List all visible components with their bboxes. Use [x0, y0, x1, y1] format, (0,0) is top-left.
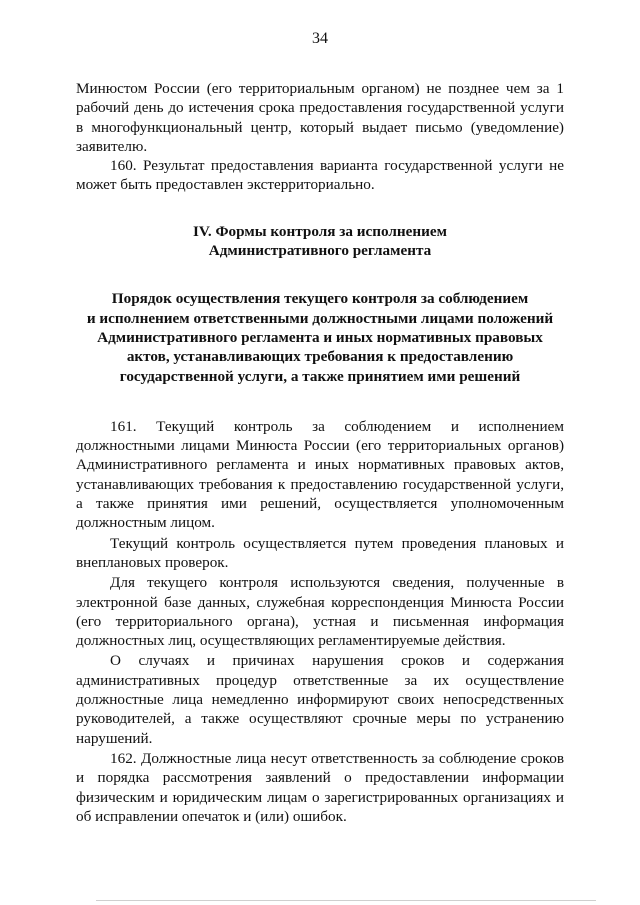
section-title [76, 222, 564, 261]
subsection-title-line: Порядок осуществления текущего контроля за соблюдением [111, 290, 529, 308]
paragraph-control-sources: Для текущего контроля используются сведения, полученные в электронной базе данных, служебная корреспонденция Минюста России (его территориального органа), устная и письменная информация должностных лиц, осуществляющих регламентируемые действия. [76, 574, 564, 650]
page-number: 34 [312, 30, 328, 47]
paragraph-161: 161. Текущий контроль за соблюдением и исполнением должностными лицами Минюста России (его территориальных органов) Административного регламента и иных нормативных правовых актов, устанавливающих требования к предоставлению государственной услуги, а также принятия ими решений, осуществляется уполномоченным должностным лицом. [76, 417, 564, 532]
paragraph-162: 162. Должностные лица несут ответственность за соблюдение сроков и порядка рассмотрения заявлений о предоставлении информации физическим и юридическим лицам о зарегистрированных организациях и об исправлении опечаток и (или) ошибок. [76, 749, 564, 825]
paragraph-160: 160. Результат предоставления варианта государственной услуги не может быть предоставлен экстерриториально. [76, 157, 564, 194]
section-title-line: Административного регламента [208, 242, 432, 260]
subsection-title [76, 289, 564, 385]
subsection-title-line: и исполнением ответственными должностными лицами положений [86, 309, 554, 327]
paragraph-continuation: Минюстом России (его территориальным органом) не позднее чем за 1 рабочий день до истечения срока предоставления государственной услуги в многофункциональный центр, который выдает письмо (уведомление) заявителю. [76, 80, 564, 155]
paragraph-current-control: Текущий контроль осуществляется путем проведения плановых и внеплановых проверок. [76, 534, 564, 571]
scan-edge-divider [96, 900, 596, 901]
subsection-title-line: государственной услуги, а также принятием ими решений [119, 367, 521, 385]
subsection-title-line: Административного регламента и иных нормативных правовых [97, 328, 543, 346]
section-title-line: IV. Формы контроля за исполнением [192, 222, 447, 240]
document-body [76, 79, 564, 826]
subsection-title-line: актов, устанавливающих требования к предоставлению [126, 348, 514, 366]
paragraph-violations: О случаях и причинах нарушения сроков и содержания административных процедур ответственные за их осуществление должностные лица немедленно информируют своих непосредственных руководителей, а также осуществляют срочные меры по устранению нарушений. [76, 652, 564, 747]
